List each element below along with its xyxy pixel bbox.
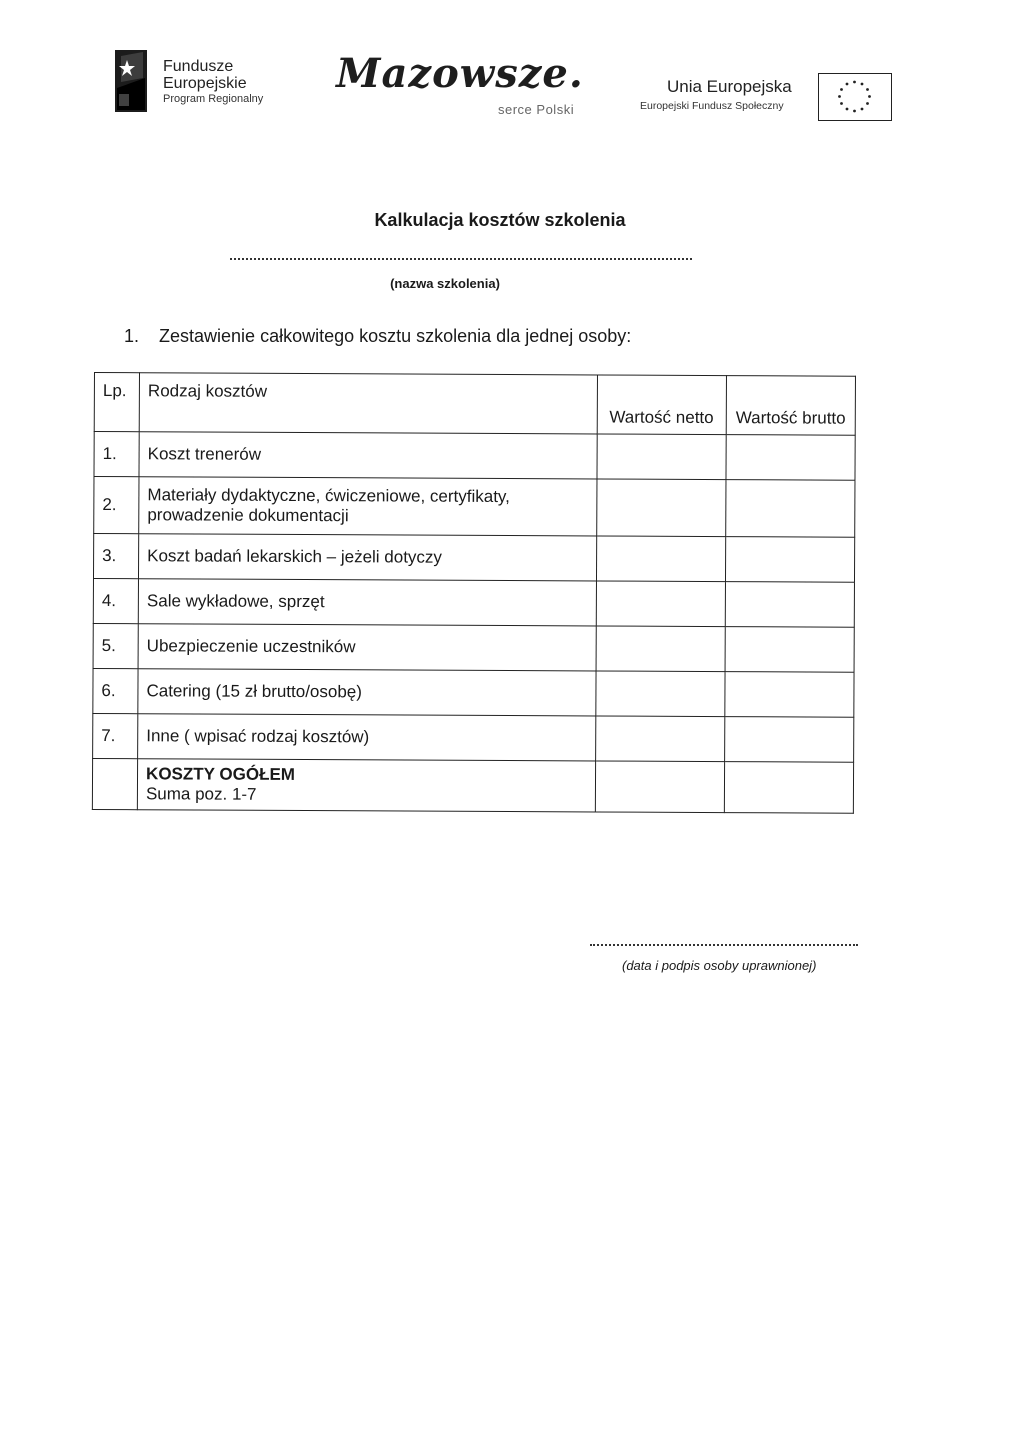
row-label: Catering (15 zł brutto/osobę): [138, 669, 596, 716]
gross-value-cell[interactable]: [724, 717, 853, 763]
table-row: [93, 713, 854, 762]
row-lp: 7.: [93, 713, 138, 758]
table-row: [93, 668, 854, 717]
fe-line3: Program Regionalny: [163, 93, 264, 105]
row-lp: 5.: [93, 623, 138, 668]
section-heading: [124, 326, 631, 347]
section-heading-text: Zestawienie całkowitego kosztu szkolenia dla jednej osoby:: [159, 326, 632, 346]
training-name-field[interactable]: [230, 258, 692, 260]
gross-value-cell[interactable]: [725, 537, 854, 583]
total-subtitle: Suma poz. 1-7: [145, 784, 257, 804]
table-row: [93, 623, 854, 672]
gross-value-cell[interactable]: [726, 435, 855, 481]
net-value-cell[interactable]: [597, 434, 726, 480]
fe-star-flag-icon: [113, 48, 149, 114]
net-value-cell[interactable]: [595, 671, 724, 717]
row-lp: 4.: [93, 579, 138, 624]
eu-subtitle: Europejski Fundusz Społeczny: [640, 100, 784, 112]
row-label: Inne ( wpisać rodzaj kosztów): [138, 714, 596, 761]
row-label: Ubezpieczenie uczestników: [138, 624, 596, 671]
row-label: Sale wykładowe, sprzęt: [138, 579, 596, 626]
signature-label: (data i podpis osoby uprawnionej): [622, 958, 817, 973]
header-cost-type: Rodzaj kosztów: [139, 373, 597, 434]
mazowsze-logo: [320, 52, 620, 124]
table-row: [93, 534, 854, 583]
net-value-cell[interactable]: [596, 479, 725, 537]
eu-flag-stars-icon: [818, 73, 892, 121]
gross-value-cell[interactable]: [725, 582, 854, 628]
net-value-cell[interactable]: [596, 626, 725, 672]
row-lp: 6.: [93, 668, 138, 713]
fe-line2: Europejskie: [163, 75, 247, 92]
document-title: Kalkulacja kosztów szkolenia: [374, 210, 626, 230]
unia-europejska-logo: [640, 73, 895, 125]
fundusze-europejskie-logo: [113, 48, 313, 118]
section-number: 1.: [124, 326, 140, 346]
row-lp: 3.: [93, 534, 138, 579]
mazowsze-tagline: serce Polski: [498, 102, 575, 117]
net-value-cell[interactable]: [595, 716, 724, 762]
total-gross-cell[interactable]: [724, 762, 853, 814]
table-total-row: [92, 758, 853, 813]
total-title: KOSZTY OGÓŁEM: [146, 764, 296, 784]
row-label: Koszt trenerów: [139, 432, 597, 479]
row-lp: 2.: [94, 477, 139, 534]
total-lp-cell: [92, 758, 137, 809]
signature-field[interactable]: [590, 944, 858, 946]
total-net-cell[interactable]: [595, 761, 724, 813]
fe-logo-text: [163, 58, 263, 106]
cost-table: [92, 372, 856, 814]
eu-title: Unia Europejska: [667, 77, 792, 96]
table-row: [94, 432, 855, 481]
row-label: Koszt badań lekarskich – jeżeli dotyczy: [139, 534, 597, 581]
header-lp: Lp.: [94, 373, 139, 432]
net-value-cell[interactable]: [596, 536, 725, 582]
header-gross-value: Wartość brutto: [726, 376, 855, 436]
total-label: [137, 759, 595, 812]
net-value-cell[interactable]: [596, 581, 725, 627]
gross-value-cell[interactable]: [726, 480, 855, 538]
mazowsze-wordmark: Mazowsze.: [336, 50, 584, 97]
fe-line1: Fundusze: [163, 58, 234, 75]
row-label: Materiały dydaktyczne, ćwiczeniowe, certyfikaty, prowadzenie dokumentacji: [139, 477, 597, 536]
row-lp: 1.: [94, 432, 139, 477]
table-row: [93, 579, 854, 628]
table-header-row: [94, 373, 855, 436]
table-row: [94, 477, 855, 538]
training-name-label: (nazwa szkolenia): [390, 276, 500, 291]
header-net-value: Wartość netto: [597, 375, 726, 435]
gross-value-cell[interactable]: [725, 627, 854, 673]
gross-value-cell[interactable]: [725, 672, 854, 718]
